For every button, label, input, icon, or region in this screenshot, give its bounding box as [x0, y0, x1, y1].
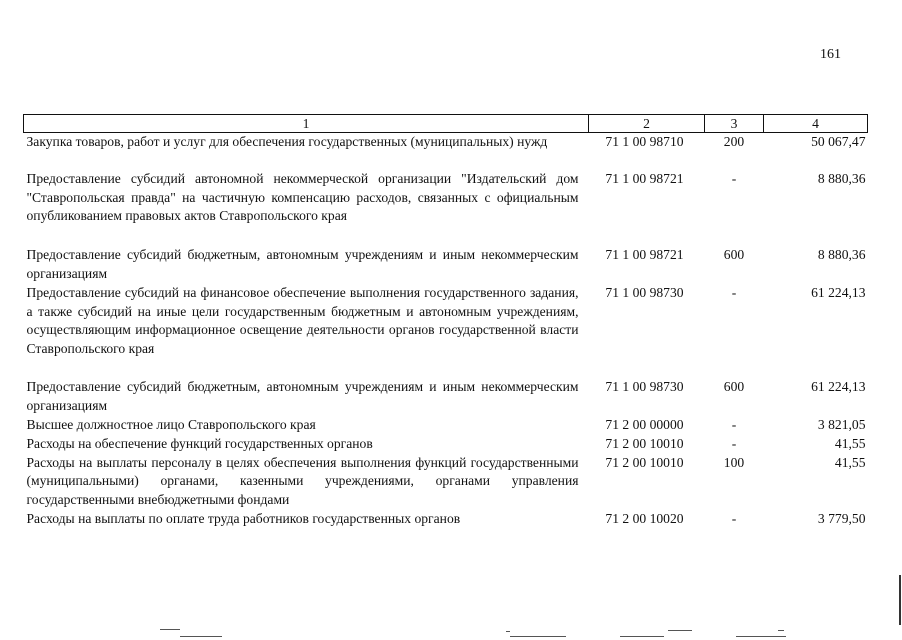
scan-line-mark: [510, 636, 566, 637]
row-code: 71 2 00 10010: [605, 436, 684, 451]
row-code: 71 1 00 98721: [605, 171, 684, 186]
row-code: 71 1 00 98730: [605, 285, 684, 300]
header-row: [24, 115, 868, 133]
row-description: Расходы на выплаты по оплате труда работников государственных органов: [26, 510, 461, 526]
page-number: 161: [820, 47, 841, 62]
row-vr: 100: [723, 454, 745, 470]
row-amount: 8 880,36: [817, 171, 866, 186]
row-amount: 41,55: [834, 436, 866, 451]
row-description: Высшее должностное лицо Ставропольского края: [26, 417, 316, 432]
row-description: Предоставление субсидий бюджетным, автономным учреждениям и иным некоммерческим организациям: [26, 379, 579, 413]
row-description: Предоставление субсидий автономной некоммерческой организации "Издательский дом "Ставропольская правда" на частичную компенсацию расходов, связанных с официальным опубликованием правовых актов Ставропольского края: [26, 171, 579, 223]
header-col-3: 3: [705, 115, 764, 133]
row-description: Расходы на обеспечение функций государственных органов: [26, 436, 373, 451]
table-row: [24, 378, 868, 416]
row-vr: 200: [723, 134, 745, 149]
row-code: 71 1 00 98710: [605, 134, 684, 149]
row-vr: -: [731, 171, 737, 186]
table-row: [24, 246, 868, 284]
row-description: Предоставление субсидий на финансовое обеспечение выполнения государственного задания, а также субсидий на иные цели государственным бюджетным и автономным учреждениям, осуществляющим информационное освещение деятельности органов государственной власти Ставропольского края: [26, 285, 579, 356]
scan-line-mark: [160, 629, 180, 630]
budget-table: [23, 114, 868, 529]
scan-line-mark: [620, 636, 664, 637]
row-code: 71 1 00 98721: [605, 247, 684, 262]
scan-line-mark: [778, 630, 784, 631]
row-code: 71 2 00 10020: [605, 510, 684, 526]
row-amount: 61 224,13: [811, 379, 866, 394]
scan-line-mark: [668, 630, 692, 631]
row-amount: 8 880,36: [817, 247, 866, 262]
header-col-1: 1: [24, 115, 589, 133]
row-vr: -: [731, 285, 737, 300]
scan-edge-mark: [899, 575, 901, 625]
scan-line-mark: [736, 636, 786, 637]
row-vr: 600: [723, 379, 745, 394]
table-row: [24, 454, 868, 510]
table-row: [24, 284, 868, 378]
row-code: 71 2 00 10010: [605, 454, 684, 470]
row-amount: 3 821,05: [817, 417, 866, 432]
header-col-2: 2: [589, 115, 705, 133]
table-body: [24, 133, 868, 529]
row-vr: -: [731, 436, 737, 451]
header-col-4: 4: [764, 115, 868, 133]
row-description: Расходы на выплаты персоналу в целях обеспечения выполнения функций государственными (муниципальными) органами, казенными учреждениями, органами управления государственными внебюджетными фондами: [26, 454, 579, 507]
row-vr: -: [731, 510, 737, 526]
scan-line-mark: [506, 631, 510, 632]
table-row: [24, 170, 868, 246]
table-row: [24, 133, 868, 171]
row-vr: 600: [723, 247, 745, 262]
table-row: [24, 510, 868, 529]
row-code: 71 1 00 98730: [605, 379, 684, 394]
row-amount: 50 067,47: [811, 134, 866, 149]
row-code: 71 2 00 00000: [605, 417, 684, 432]
row-description: Предоставление субсидий бюджетным, автономным учреждениям и иным некоммерческим организациям: [26, 247, 579, 281]
row-amount: 61 224,13: [811, 285, 866, 300]
row-amount: 3 779,50: [817, 510, 866, 526]
row-amount: 41,55: [834, 454, 866, 470]
table-header: [24, 115, 868, 133]
table-row: [24, 416, 868, 435]
table-row: [24, 435, 868, 454]
row-description: Закупка товаров, работ и услуг для обеспечения государственных (муниципальных) нужд: [26, 134, 548, 149]
scan-line-mark: [180, 636, 222, 637]
row-vr: -: [731, 417, 737, 432]
